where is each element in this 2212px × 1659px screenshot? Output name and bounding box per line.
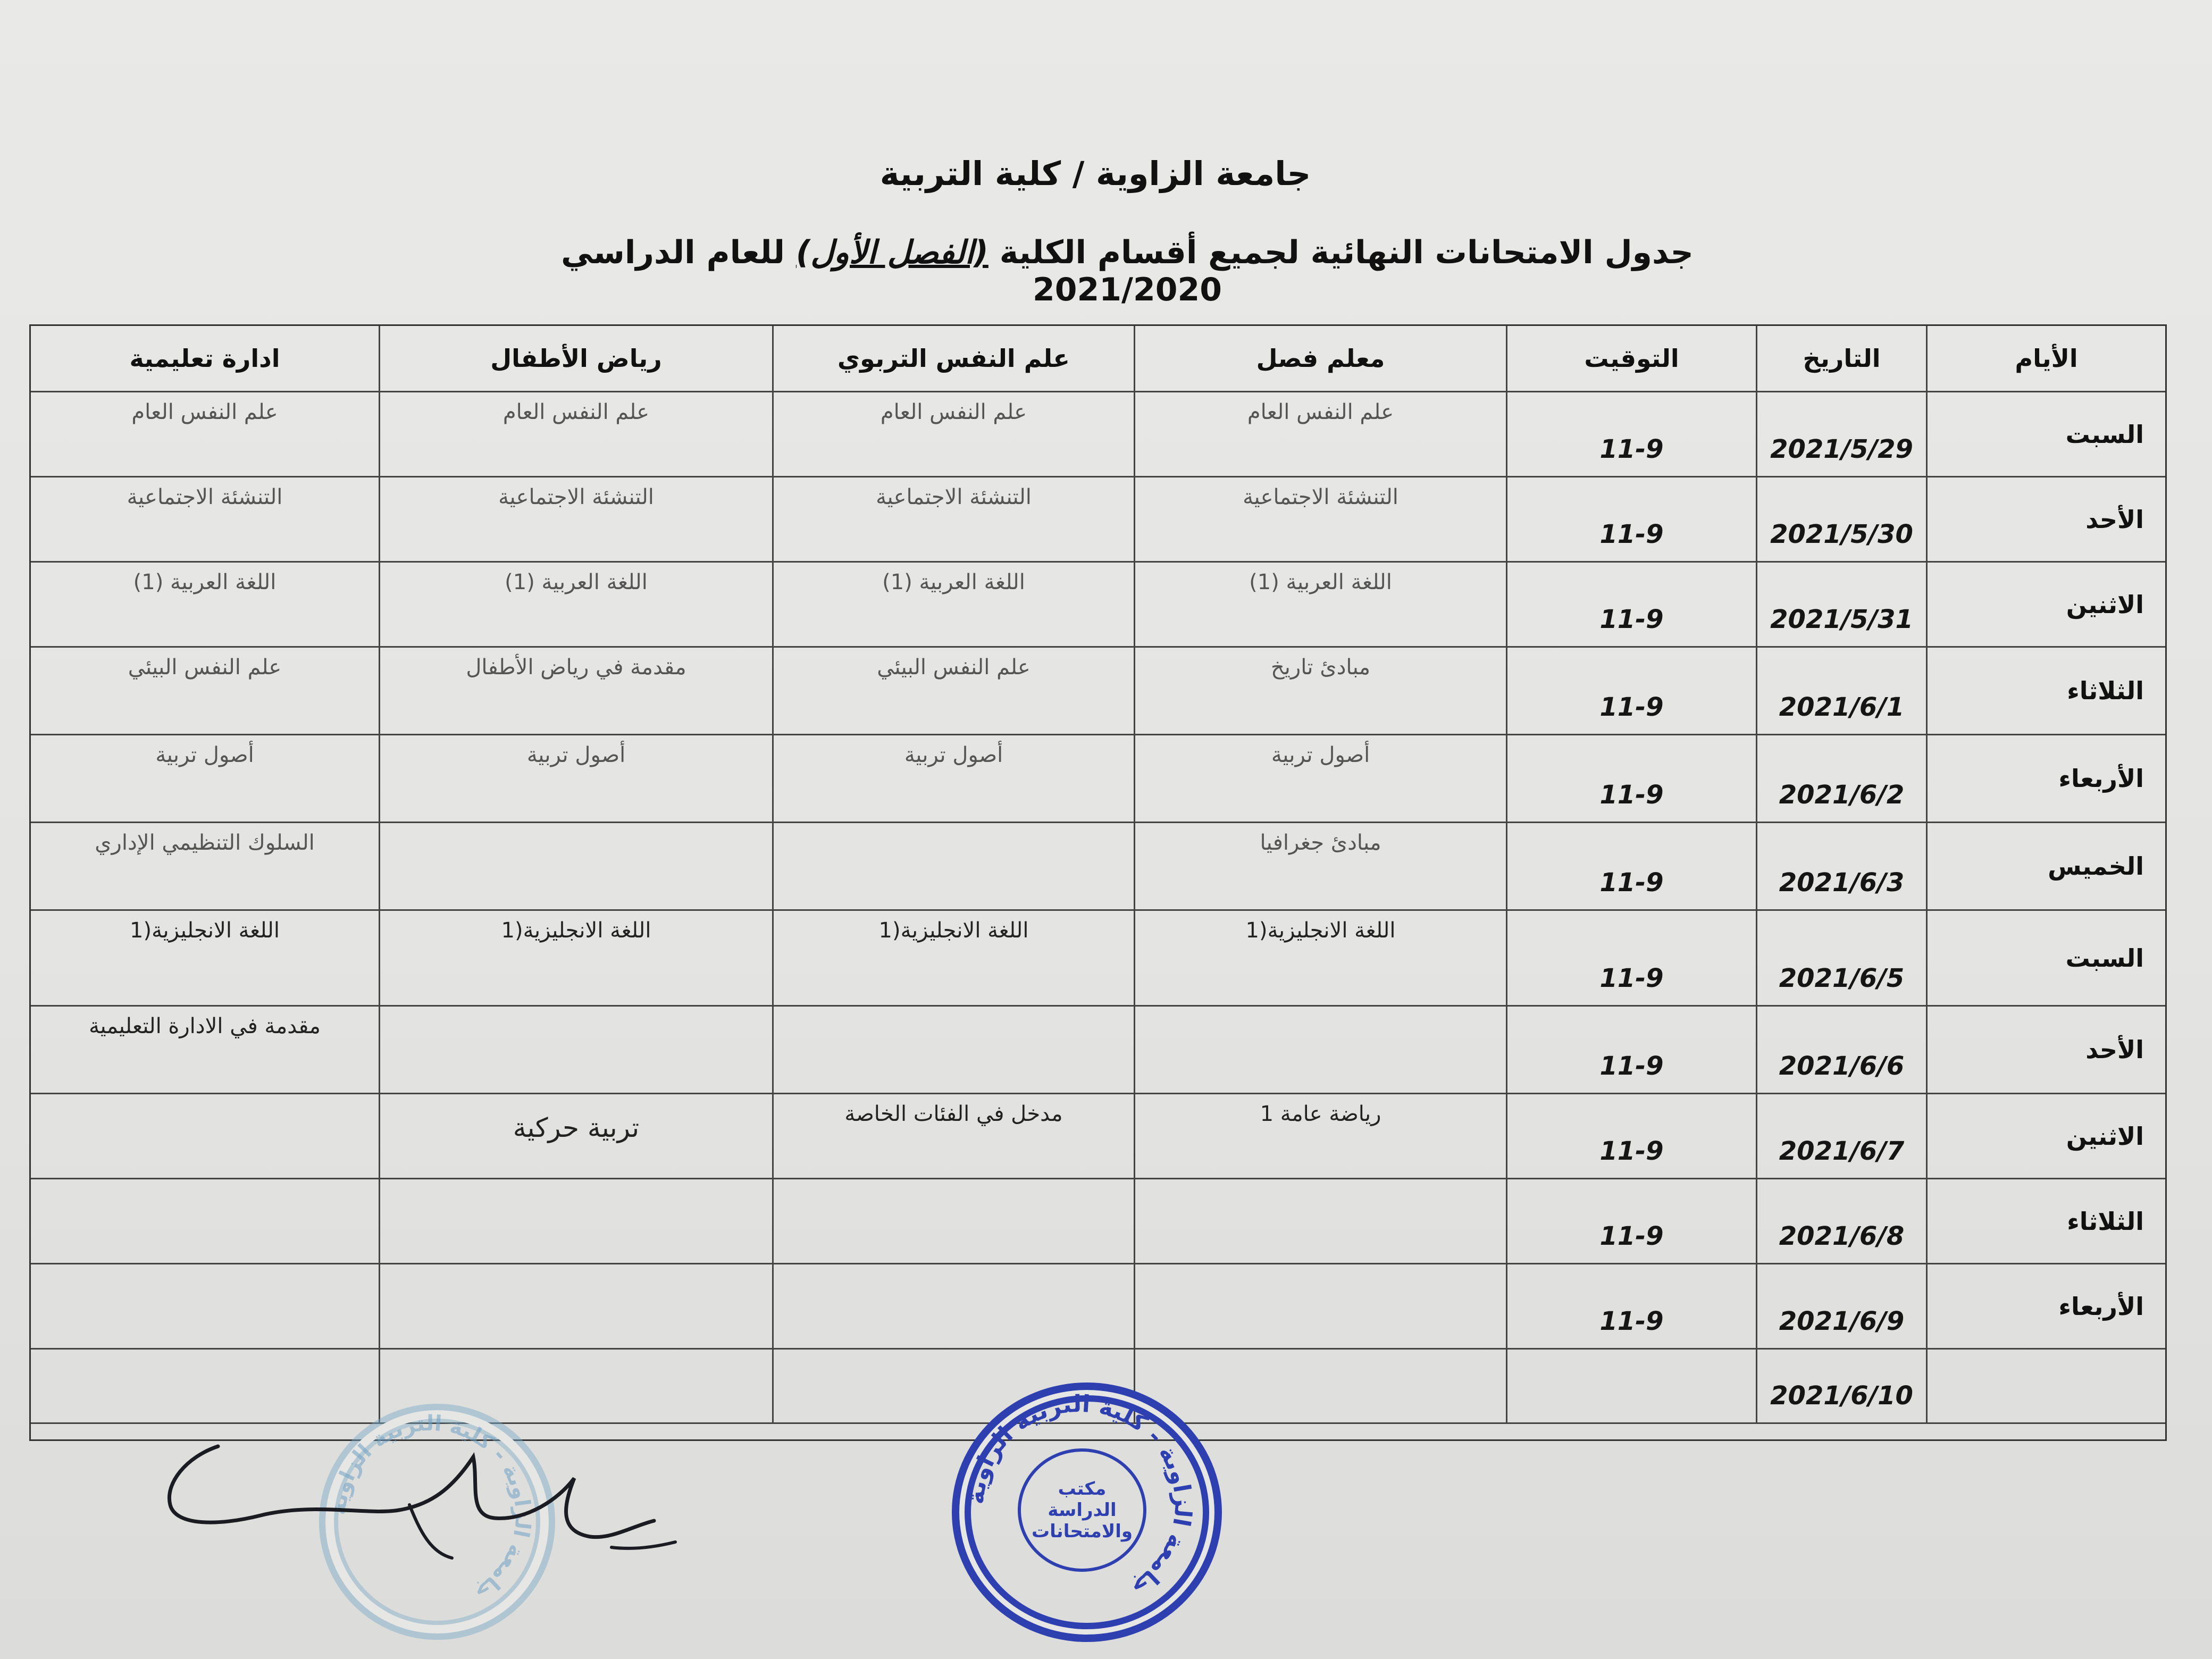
header-edu-psychology: علم النفس التربوي bbox=[772, 326, 1134, 392]
date-cell: 2021/6/2 bbox=[1756, 735, 1926, 823]
kindergarten-cell bbox=[379, 1179, 772, 1264]
time-cell: 11-9 bbox=[1506, 823, 1756, 911]
day-cell: الثلاثاء bbox=[1926, 1179, 2165, 1264]
kindergarten-cell: اللغة العربية (1) bbox=[379, 563, 772, 648]
svg-text:جامعة الزاوية - كلية التربية ا: جامعة الزاوية - كلية التربية الزاوية bbox=[326, 1411, 535, 1605]
semester-label: (الفصل الأول) bbox=[795, 234, 988, 271]
class-teacher-cell: التنشئة الاجتماعية bbox=[1134, 477, 1506, 563]
svg-text:جامعة الزاوية - كلية التربية ا: جامعة الزاوية - كلية التربية الزاوية bbox=[962, 1390, 1197, 1602]
day-cell: الاثنين bbox=[1926, 563, 2165, 648]
class-teacher-cell: مبادئ تاريخ bbox=[1134, 648, 1506, 735]
edu-psychology-cell bbox=[772, 1264, 1134, 1350]
class-teacher-cell: رياضة عامة 1 bbox=[1134, 1094, 1506, 1179]
schedule-title-suffix: للعام الدراسي 2021/2020 bbox=[561, 234, 1222, 308]
date-cell: 2021/5/29 bbox=[1756, 392, 1926, 477]
edu-admin-cell: أصول تربية bbox=[31, 735, 379, 823]
header-kindergarten: رياض الأطفال bbox=[379, 326, 772, 392]
class-teacher-cell bbox=[1134, 1264, 1506, 1350]
edu-admin-cell: التنشئة الاجتماعية bbox=[31, 477, 379, 563]
date-cell: 2021/6/3 bbox=[1756, 823, 1926, 911]
blue-stamp-line-2: والامتحانات bbox=[1032, 1521, 1133, 1542]
date-cell: 2021/6/1 bbox=[1756, 648, 1926, 735]
edu-psychology-cell: اللغة الانجليزية(1 bbox=[772, 911, 1134, 1007]
kindergarten-cell bbox=[379, 1264, 772, 1350]
edu-admin-cell: علم النفس البيئي bbox=[31, 648, 379, 735]
edu-psychology-cell: علم النفس العام bbox=[772, 392, 1134, 477]
schedule-title-prefix: جدول الامتحانات النهائية لجميع أقسام الكلية bbox=[999, 234, 1694, 271]
kindergarten-cell: اللغة الانجليزية(1 bbox=[379, 911, 772, 1007]
edu-admin-cell: اللغة العربية (1) bbox=[31, 563, 379, 648]
edu-psychology-cell bbox=[772, 1179, 1134, 1264]
time-cell: 11-9 bbox=[1506, 911, 1756, 1007]
blue-stamp-center bbox=[1018, 1448, 1146, 1572]
day-cell: الاثنين bbox=[1926, 1094, 2165, 1179]
class-teacher-cell: اللغة الانجليزية(1 bbox=[1134, 911, 1506, 1007]
edu-admin-cell: السلوك التنظيمي الإداري bbox=[31, 823, 379, 911]
class-teacher-cell: أصول تربية bbox=[1134, 735, 1506, 823]
day-cell: الأربعاء bbox=[1926, 1264, 2165, 1350]
date-cell: 2021/6/9 bbox=[1756, 1264, 1926, 1350]
time-cell bbox=[1506, 1350, 1756, 1424]
time-cell: 11-9 bbox=[1506, 392, 1756, 477]
header-days: الأيام bbox=[1926, 326, 2165, 392]
university-title: جامعة الزاوية / كلية التربية bbox=[879, 154, 1311, 193]
class-teacher-cell: علم النفس العام bbox=[1134, 392, 1506, 477]
edu-psychology-cell bbox=[772, 1007, 1134, 1094]
kindergarten-cell: مقدمة في رياض الأطفال bbox=[379, 648, 772, 735]
blue-exams-office-stamp bbox=[952, 1382, 1222, 1642]
kindergarten-cell: علم النفس العام bbox=[379, 392, 772, 477]
edu-admin-cell bbox=[31, 1264, 379, 1350]
date-cell: 2021/6/6 bbox=[1756, 1007, 1926, 1094]
handwritten-signature bbox=[154, 1425, 686, 1585]
day-cell bbox=[1926, 1350, 2165, 1424]
edu-psychology-cell: أصول تربية bbox=[772, 735, 1134, 823]
time-cell: 11-9 bbox=[1506, 1179, 1756, 1264]
class-teacher-cell: اللغة العربية (1) bbox=[1134, 563, 1506, 648]
kindergarten-cell bbox=[379, 1007, 772, 1094]
header-class-teacher: معلم فصل bbox=[1134, 326, 1506, 392]
time-cell: 11-9 bbox=[1506, 563, 1756, 648]
edu-psychology-cell: التنشئة الاجتماعية bbox=[772, 477, 1134, 563]
time-cell: 11-9 bbox=[1506, 1094, 1756, 1179]
time-cell: 11-9 bbox=[1506, 648, 1756, 735]
day-cell: الخميس bbox=[1926, 823, 2165, 911]
kindergarten-cell: التنشئة الاجتماعية bbox=[379, 477, 772, 563]
header-time: التوقيت bbox=[1506, 326, 1756, 392]
edu-psychology-cell: اللغة العربية (1) bbox=[772, 563, 1134, 648]
date-cell: 2021/6/8 bbox=[1756, 1179, 1926, 1264]
time-cell: 11-9 bbox=[1506, 1264, 1756, 1350]
day-cell: الثلاثاء bbox=[1926, 648, 2165, 735]
date-cell: 2021/5/30 bbox=[1756, 477, 1926, 563]
edu-psychology-cell: مدخل في الفئات الخاصة bbox=[772, 1094, 1134, 1179]
edu-admin-cell bbox=[31, 1094, 379, 1179]
day-cell: الأربعاء bbox=[1926, 735, 2165, 823]
day-cell: الأحد bbox=[1926, 1007, 2165, 1094]
edu-admin-cell bbox=[31, 1179, 379, 1264]
time-cell: 11-9 bbox=[1506, 735, 1756, 823]
time-cell: 11-9 bbox=[1506, 477, 1756, 563]
date-cell: 2021/6/5 bbox=[1756, 911, 1926, 1007]
class-teacher-cell bbox=[1134, 1179, 1506, 1264]
exam-table-grid bbox=[31, 326, 2165, 1439]
day-cell: السبت bbox=[1926, 911, 2165, 1007]
class-teacher-cell bbox=[1134, 1007, 1506, 1094]
blue-stamp-line-1: مكتب الدراسة bbox=[1048, 1478, 1117, 1521]
date-cell: 2021/5/31 bbox=[1756, 563, 1926, 648]
header-date: التاريخ bbox=[1756, 326, 1926, 392]
day-cell: الأحد bbox=[1926, 477, 2165, 563]
kindergarten-cell: أصول تربية bbox=[379, 735, 772, 823]
date-cell: 2021/6/7 bbox=[1756, 1094, 1926, 1179]
time-cell: 11-9 bbox=[1506, 1007, 1756, 1094]
kindergarten-cell: تربية حركية bbox=[379, 1094, 772, 1179]
edu-admin-cell: اللغة الانجليزية(1 bbox=[31, 911, 379, 1007]
edu-admin-cell: علم النفس العام bbox=[31, 392, 379, 477]
exam-table bbox=[29, 324, 2167, 1441]
edu-psychology-cell bbox=[772, 823, 1134, 911]
class-teacher-cell: مبادئ جغرافيا bbox=[1134, 823, 1506, 911]
date-cell: 2021/6/10 bbox=[1756, 1350, 1926, 1424]
kindergarten-cell bbox=[379, 823, 772, 911]
edu-admin-cell: مقدمة في الادارة التعليمية bbox=[31, 1007, 379, 1094]
schedule-title bbox=[521, 234, 1733, 308]
edu-psychology-cell: علم النفس البيئي bbox=[772, 648, 1134, 735]
day-cell: السبت bbox=[1926, 392, 2165, 477]
header-edu-admin: ادارة تعليمية bbox=[31, 326, 379, 392]
